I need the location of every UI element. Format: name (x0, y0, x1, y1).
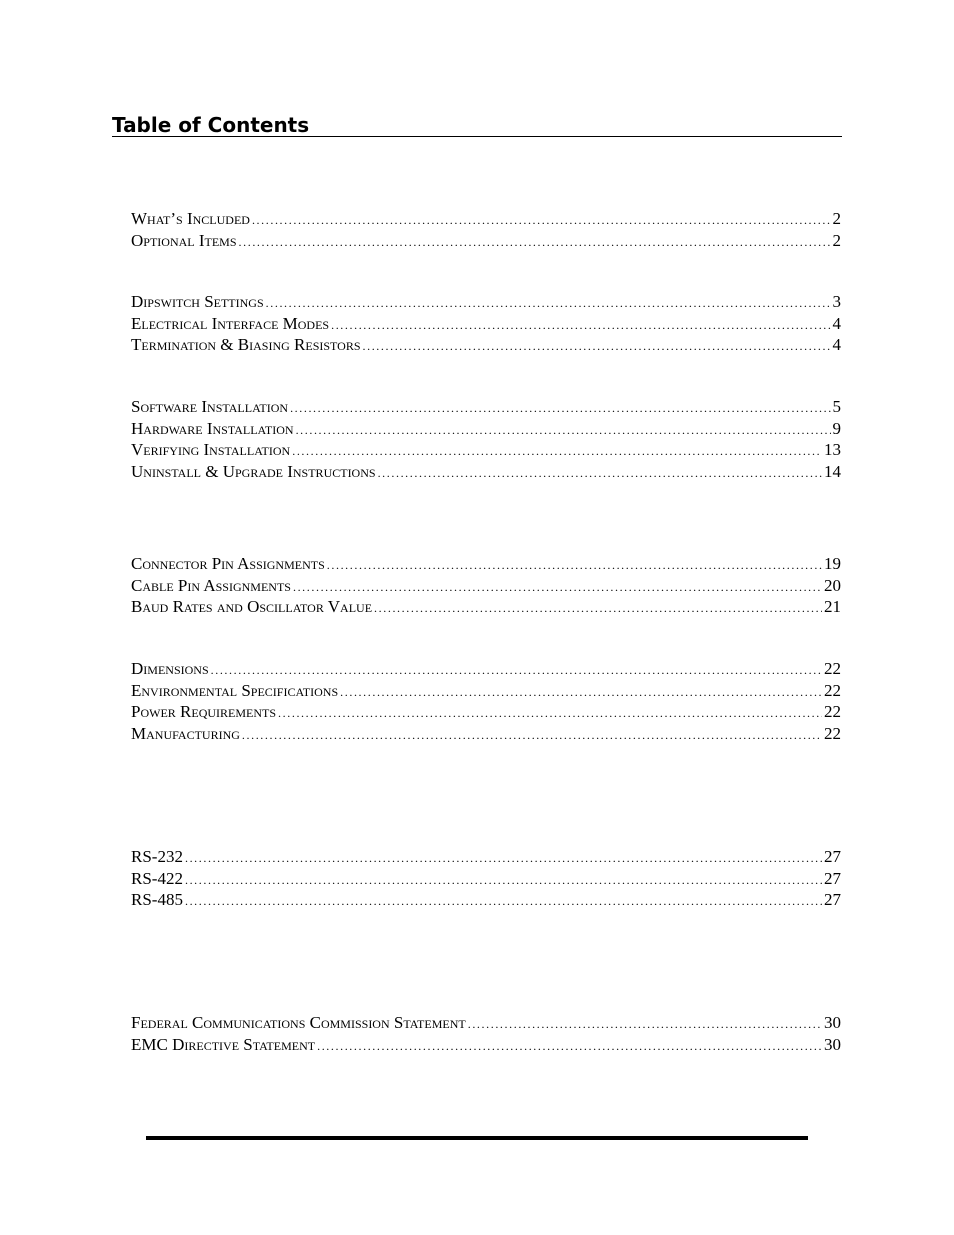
toc-entry[interactable] (131, 847, 841, 869)
toc-entry-page: 4 (832, 335, 841, 354)
toc-entry-label: Cable Pin Assignments (131, 575, 291, 595)
dot-leader (185, 873, 822, 888)
toc-entry-label: RS-232 (131, 847, 183, 866)
toc-entry-page: 22 (824, 723, 841, 743)
toc-entry-page: 27 (824, 868, 841, 888)
toc-entry-page: 27 (824, 890, 841, 909)
toc-entry-page: 5 (832, 397, 841, 416)
toc-entry-label: Dipswitch Settings (131, 292, 264, 311)
dot-leader (317, 1039, 822, 1054)
dot-leader (340, 685, 822, 700)
dot-leader (293, 580, 822, 595)
dot-leader (239, 235, 831, 250)
toc-group-specifications (131, 659, 841, 745)
toc-entry-page: 22 (824, 659, 841, 678)
toc-entry[interactable] (131, 554, 841, 576)
toc-entry[interactable] (131, 681, 841, 703)
toc-entry[interactable] (131, 419, 841, 441)
toc-entry[interactable] (131, 1035, 841, 1057)
toc-group-compliance (131, 1013, 841, 1056)
toc-entry-label: Environmental Specifications (131, 680, 339, 700)
toc-entry-label: What’s Included (131, 209, 250, 228)
toc-entry-page: 19 (824, 554, 841, 573)
footer-rule (146, 1136, 808, 1140)
toc-entry-page: 27 (824, 847, 841, 866)
dot-leader (242, 728, 822, 743)
toc-entry-label: RS-422 (131, 868, 183, 888)
toc-entry[interactable] (131, 462, 841, 484)
toc-entry-page: 4 (832, 313, 841, 333)
toc-entry[interactable] (131, 335, 841, 357)
toc-entry-label: Dimensions (131, 659, 209, 678)
dot-leader (374, 601, 822, 616)
dot-leader (185, 851, 822, 866)
toc-entry[interactable] (131, 292, 841, 314)
toc-entry-label: Optional Items (131, 230, 237, 250)
dot-leader (278, 706, 822, 721)
toc-entry[interactable] (131, 890, 841, 912)
toc-entry-label: Termination & Biasing Resistors (131, 335, 361, 354)
toc-entry-page: 30 (824, 1013, 841, 1032)
dot-leader (266, 296, 831, 311)
toc-entry-label: Hardware Installation (131, 418, 294, 438)
toc-group-installation (131, 397, 841, 483)
toc-entry-label: Uninstall & Upgrade Instructions (131, 461, 376, 481)
page-title: Table of Contents (112, 112, 842, 137)
toc-group-settings (131, 292, 841, 357)
toc-entry[interactable] (131, 597, 841, 619)
toc-entry[interactable] (131, 1013, 841, 1035)
toc-entry-page: 2 (832, 209, 841, 228)
toc-entry[interactable] (131, 659, 841, 681)
dot-leader (290, 401, 830, 416)
toc-group-assignments (131, 554, 841, 619)
toc-entry-label: Verifying Installation (131, 440, 291, 459)
toc-entry-page: 9 (832, 418, 841, 438)
toc-entry[interactable] (131, 397, 841, 419)
toc-entry[interactable] (131, 209, 841, 231)
toc-entry-label: Manufacturing (131, 723, 240, 743)
toc-entry[interactable] (131, 724, 841, 746)
toc-entry[interactable] (131, 869, 841, 891)
toc-entry-page: 2 (832, 230, 841, 250)
toc-entry-page: 22 (824, 680, 841, 700)
toc-entry-page: 3 (832, 292, 841, 311)
dot-leader (296, 423, 831, 438)
dot-leader (185, 894, 822, 909)
dot-leader (378, 466, 822, 481)
toc-entry-label: Electrical Interface Modes (131, 313, 330, 333)
toc-entry-label: Power Requirements (131, 702, 277, 721)
toc-entry-label: Connector Pin Assignments (131, 554, 325, 573)
dot-leader (331, 318, 830, 333)
toc-entry-label: Baud Rates and Oscillator Value (131, 597, 373, 616)
dot-leader (292, 444, 822, 459)
toc-entry-page: 22 (824, 702, 841, 721)
toc-entry[interactable] (131, 231, 841, 253)
toc-entry[interactable] (131, 576, 841, 598)
toc-entry-label: EMC Directive Statement (131, 1034, 316, 1054)
dot-leader (252, 213, 831, 228)
toc-entry-page: 20 (824, 575, 841, 595)
dot-leader (211, 663, 822, 678)
toc-entry[interactable] (131, 702, 841, 724)
dot-leader (327, 558, 822, 573)
dot-leader (468, 1017, 822, 1032)
dot-leader (363, 339, 831, 354)
toc-entry-page: 21 (824, 597, 841, 616)
toc-entry[interactable] (131, 314, 841, 336)
toc-entry-label: RS-485 (131, 890, 183, 909)
toc-entry-label: Federal Communications Commission Statement (131, 1013, 466, 1032)
toc-entry-page: 30 (824, 1034, 841, 1054)
toc-entry[interactable] (131, 440, 841, 462)
toc-entry-page: 13 (824, 440, 841, 459)
toc-entry-label: Software Installation (131, 397, 289, 416)
toc-group-included (131, 209, 841, 252)
toc-group-rs (131, 847, 841, 912)
toc-entry-page: 14 (824, 461, 841, 481)
